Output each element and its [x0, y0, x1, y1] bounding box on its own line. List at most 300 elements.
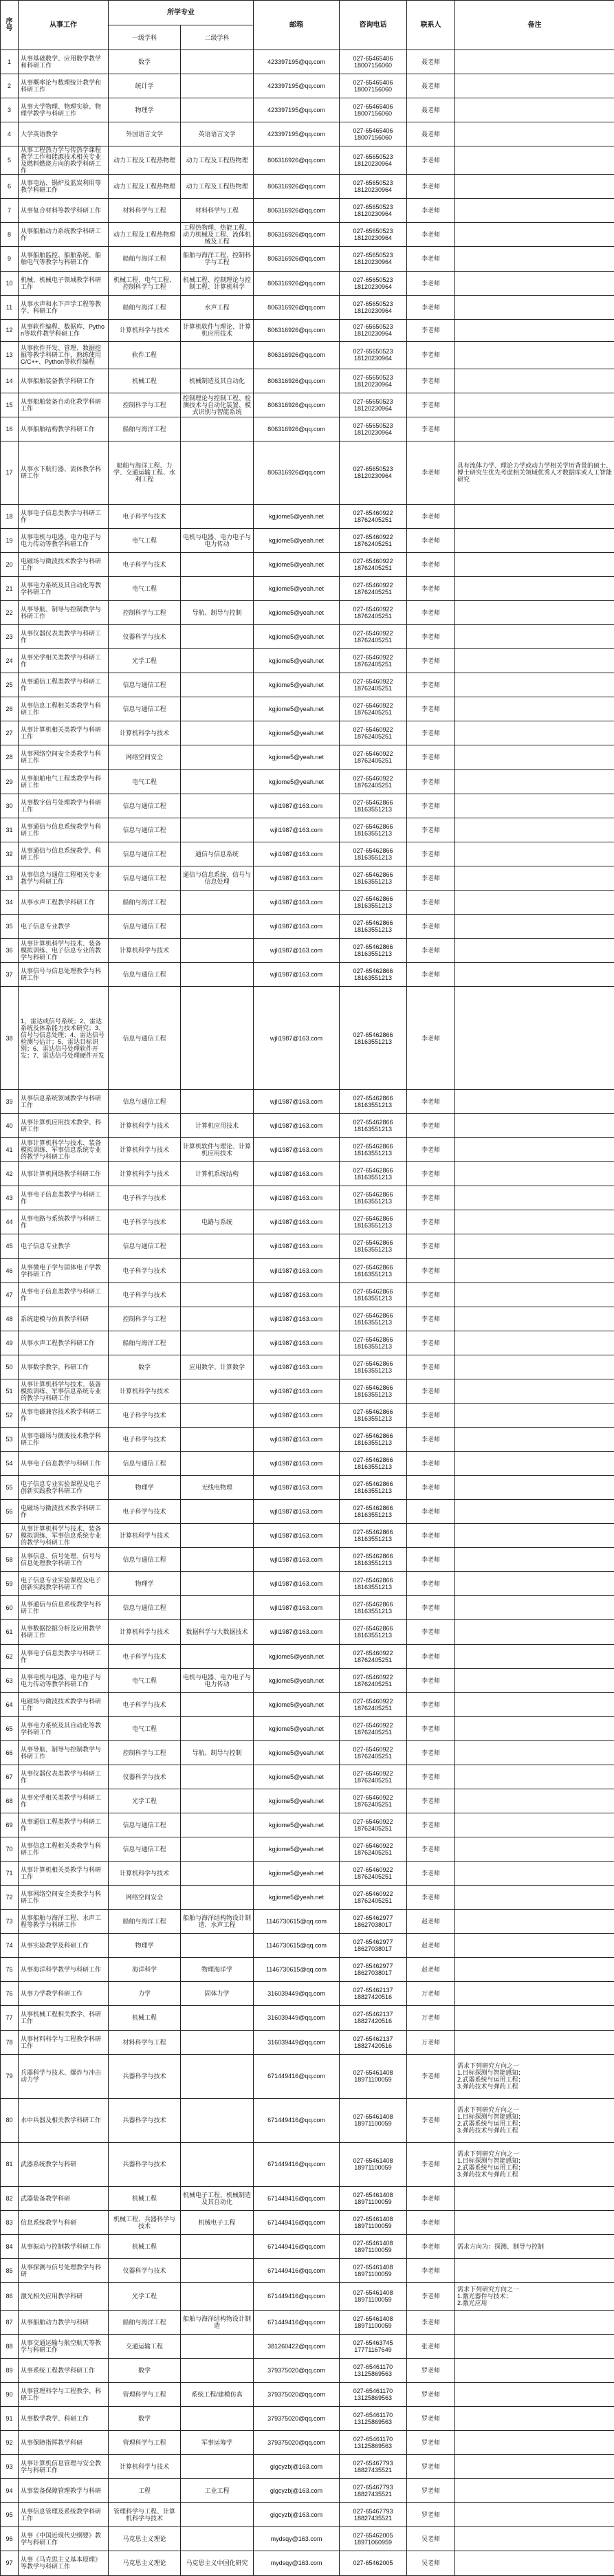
row-index: 89	[1, 2358, 19, 2382]
row-email: wjli1987@163.com	[254, 1234, 340, 1258]
table-row	[1, 649, 614, 673]
row-phone: 027-65460922 18762405251	[340, 1740, 407, 1765]
row-note	[455, 295, 614, 319]
table-row	[1, 50, 614, 74]
row-note	[455, 2006, 614, 2030]
table-row	[1, 2334, 614, 2358]
row-major-level1: 电气工程	[109, 1668, 181, 1692]
row-contact: 李老师	[407, 1692, 455, 1716]
row-phone: 027-65462866 18163551213	[340, 1379, 407, 1403]
row-note	[455, 1162, 614, 1186]
row-email: wjli1987@163.com	[254, 1596, 340, 1620]
row-contact: 李老师	[407, 1307, 455, 1331]
table-row	[1, 2142, 614, 2186]
table-row	[1, 369, 614, 393]
row-email: wjli1987@163.com	[254, 1500, 340, 1524]
row-email: 423397195@qq.com	[254, 50, 340, 74]
row-contact: 李老师	[407, 818, 455, 842]
row-major-level2: 船舶与海洋结构物设计制造	[181, 2310, 254, 2334]
row-contact: 赵老师	[407, 1910, 455, 1934]
row-note	[455, 2186, 614, 2210]
row-contact: 万老师	[407, 2030, 455, 2054]
row-index: 68	[1, 1789, 19, 1813]
row-major-level1: 电子科学与技术	[109, 504, 181, 528]
row-note	[455, 341, 614, 369]
row-work: 从事实验教学及科研工作	[19, 1934, 109, 1958]
row-major-level1: 管理科学与工程、计算机科学与技术	[109, 2503, 181, 2527]
table-row	[1, 98, 614, 122]
row-index: 63	[1, 1668, 19, 1692]
row-major-level1: 物理学	[109, 1572, 181, 1596]
row-phone: 027-65462866 18163551213	[340, 1090, 407, 1114]
row-phone: 027-65462866 18163551213	[340, 842, 407, 866]
row-work: 从事数据挖掘分析及应用教学科研工作	[19, 1620, 109, 1644]
row-note	[455, 2334, 614, 2358]
header-work: 从事工作	[19, 1, 109, 50]
row-email: wjli1987@163.com	[254, 1379, 340, 1403]
row-major-level2	[181, 1307, 254, 1331]
row-major-level2: 机械工程、控制理论与控制工程、计算机科学	[181, 271, 254, 295]
row-note	[455, 866, 614, 890]
row-note	[455, 1692, 614, 1716]
row-work: 从事电子信息类教学与科研工作	[19, 1282, 109, 1307]
row-index: 81	[1, 2142, 19, 2186]
row-index: 45	[1, 1234, 19, 1258]
row-work: 从事计算机应用技术教学、科研工作	[19, 1114, 109, 1138]
row-phone: 027-65650523 18120230964	[340, 199, 407, 223]
row-work: 从事材料科学与工程教学科研工作	[19, 2030, 109, 2054]
row-major-level1: 计算机科学与技术	[109, 721, 181, 745]
row-index: 71	[1, 1862, 19, 1886]
row-work: 从事电力系统及其自动化等教学科研工作	[19, 577, 109, 601]
row-work: 电子信息专业教学	[19, 1234, 109, 1258]
row-index: 55	[1, 1476, 19, 1500]
row-major-level2	[181, 2258, 254, 2282]
row-contact: 李老师	[407, 1379, 455, 1403]
table-row	[1, 1982, 614, 2006]
row-contact: 吴老师	[407, 2527, 455, 2551]
row-phone: 027-65465406 18007156060	[340, 98, 407, 122]
row-work: 从事通信与信息系统教学、科研工作	[19, 842, 109, 866]
row-email: 423397195@qq.com	[254, 74, 340, 98]
row-email: wjli1987@163.com	[254, 1524, 340, 1548]
row-note	[455, 577, 614, 601]
table-row	[1, 1355, 614, 1379]
row-contact: 李老师	[407, 577, 455, 601]
row-phone: 027-65461408 18971100059	[340, 2098, 407, 2142]
row-contact: 李老师	[407, 1765, 455, 1789]
row-work: 从事船舶装备自动化教学科研工作	[19, 393, 109, 417]
row-major-level1: 电气工程	[109, 1716, 181, 1740]
row-phone: 027-65462866 18163551213	[340, 1186, 407, 1210]
row-note	[455, 2258, 614, 2282]
table-row	[1, 890, 614, 914]
row-work: 从事通信与信息系统教学与科研工作	[19, 1596, 109, 1620]
row-major-level1: 数学	[109, 2407, 181, 2431]
row-major-level2: 计算机软件与理论、计算机应用技术	[181, 319, 254, 341]
row-phone: 027-65462866 18163551213	[340, 1452, 407, 1476]
row-contact: 李老师	[407, 369, 455, 393]
table-row	[1, 175, 614, 199]
table-row	[1, 1331, 614, 1355]
row-index: 42	[1, 1162, 19, 1186]
row-index: 78	[1, 2030, 19, 2054]
row-major-level1: 海洋科学	[109, 1958, 181, 1982]
row-email: kgjiome5@yeah.net	[254, 601, 340, 625]
row-contact: 李老师	[407, 1548, 455, 1572]
row-major-level1: 电子科学与技术	[109, 1500, 181, 1524]
row-major-level2	[181, 1596, 254, 1620]
row-major-level2: 英语语言文学	[181, 122, 254, 146]
table-row	[1, 1692, 614, 1716]
row-index: 17	[1, 441, 19, 504]
row-major-level1: 信息与通信工程	[109, 818, 181, 842]
row-major-level2	[181, 2030, 254, 2054]
row-work: 从事仪器仪表类教学与科研工作	[19, 1765, 109, 1789]
row-major-level2	[181, 552, 254, 576]
row-contact: 李老师	[407, 1452, 455, 1476]
row-contact: 李老师	[407, 987, 455, 1090]
table-row	[1, 2358, 614, 2382]
row-major-level1: 交通运输工程	[109, 2334, 181, 2358]
row-index: 16	[1, 417, 19, 441]
row-email: kgjiome5@yeah.net	[254, 625, 340, 649]
row-major-level2: 通信与信息系统、信号与信息处理	[181, 866, 254, 890]
row-index: 83	[1, 2210, 19, 2234]
table-row	[1, 271, 614, 295]
row-phone: 027-65462005 18971060959	[340, 2527, 407, 2551]
row-major-level2: 工程热物理、热能工程、动力机械及工程、流体机械及工程	[181, 223, 254, 247]
row-contact: 李老师	[407, 1740, 455, 1765]
row-email: wjli1987@163.com	[254, 842, 340, 866]
table-row	[1, 1596, 614, 1620]
row-major-level2: 电路与系统	[181, 1210, 254, 1234]
row-major-level1: 统计学	[109, 74, 181, 98]
row-email: wjli1987@163.com	[254, 866, 340, 890]
row-contact: 李老师	[407, 2282, 455, 2310]
row-major-level2	[181, 1934, 254, 1958]
row-phone: 027-65461408 18971100059	[340, 2310, 407, 2334]
table-row	[1, 987, 614, 1090]
row-index: 37	[1, 963, 19, 987]
row-note	[455, 1837, 614, 1862]
header-phone: 咨询电话	[340, 1, 407, 50]
row-email: 379375020@qq.com	[254, 2358, 340, 2382]
row-contact: 李老师	[407, 721, 455, 745]
table-row	[1, 601, 614, 625]
row-note	[455, 175, 614, 199]
row-index: 94	[1, 2479, 19, 2503]
row-note: 需求下列研究方向之一 1.目标探测与智能感知； 2.武器系统与运用工程； 3.弹药技术与弹药工程	[455, 2142, 614, 2186]
row-phone: 027-65462866 18163551213	[340, 1307, 407, 1331]
row-contact: 李老师	[407, 1572, 455, 1596]
row-email: kgjiome5@yeah.net	[254, 745, 340, 769]
row-phone: 027-65650523 18120230964	[340, 271, 407, 295]
row-index: 40	[1, 1114, 19, 1138]
row-major-level2	[181, 1886, 254, 1910]
row-phone: 027-65460922 18762405251	[340, 1716, 407, 1740]
row-contact: 李老师	[407, 504, 455, 528]
row-work: 从事水声和水下声学工程等教学、科研工作	[19, 295, 109, 319]
row-index: 77	[1, 2006, 19, 2030]
row-contact: 李老师	[407, 2210, 455, 2234]
row-major-level1: 信息与通信工程	[109, 673, 181, 697]
row-contact: 李老师	[407, 914, 455, 938]
row-phone: 027-65650523 18120230964	[340, 369, 407, 393]
row-index: 1	[1, 50, 19, 74]
row-note	[455, 223, 614, 247]
row-contact: 罗老师	[407, 2383, 455, 2407]
row-work: 从事计算机信息管理与安全教学与科研工作	[19, 2455, 109, 2479]
row-phone: 027-65460922 18762405251	[340, 1886, 407, 1910]
row-major-level2	[181, 441, 254, 504]
row-contact: 聂老师	[407, 98, 455, 122]
row-email: 806316926@qq.com	[254, 393, 340, 417]
row-phone: 027-65650523 18120230964	[340, 319, 407, 341]
row-work: 从事数字信号处理教学与科研工作	[19, 794, 109, 818]
row-email: 671449416@qq.com	[254, 2258, 340, 2282]
row-major-level1: 数学	[109, 50, 181, 74]
row-note	[455, 1186, 614, 1210]
row-major-level1: 信息与通信工程	[109, 1548, 181, 1572]
row-email: wjli1987@163.com	[254, 987, 340, 1090]
row-note	[455, 1548, 614, 1572]
table-row	[1, 914, 614, 938]
row-index: 6	[1, 175, 19, 199]
row-phone: 027-65460922 18762405251	[340, 528, 407, 552]
row-index: 29	[1, 769, 19, 794]
row-contact: 李老师	[407, 625, 455, 649]
row-email: kgjiome5@yeah.net	[254, 1789, 340, 1813]
row-contact: 李老师	[407, 295, 455, 319]
row-phone: 027-65462866 18163551213	[340, 1476, 407, 1500]
row-major-level2: 应用数学、计算数学	[181, 1355, 254, 1379]
row-contact: 李老师	[407, 866, 455, 890]
row-work: 从事信息系统领域教学与科研工作	[19, 1090, 109, 1114]
row-phone: 027-65461408 18971100059	[340, 2234, 407, 2258]
row-major-level2	[181, 1862, 254, 1886]
row-major-level1: 计算机科学与技术	[109, 2455, 181, 2479]
row-major-level2: 机械电子工程、机械制造及其自动化	[181, 2186, 254, 2210]
row-major-level1: 仪器科学与技术	[109, 1765, 181, 1789]
row-phone: 027-65462866 18163551213	[340, 1427, 407, 1451]
row-contact: 李老师	[407, 417, 455, 441]
row-index: 32	[1, 842, 19, 866]
row-work: 从事工程热力学与传热学课程教学工作和能源技术相关专业及燃料燃烧方向的教学科研工作	[19, 146, 109, 175]
row-phone: 027-65462137 18827420516	[340, 2006, 407, 2030]
row-phone: 027-65650523 18120230964	[340, 341, 407, 369]
row-contact: 李老师	[407, 1162, 455, 1186]
row-phone: 027-65650523 18120230964	[340, 295, 407, 319]
row-note	[455, 697, 614, 721]
row-phone: 027-65462866 18163551213	[340, 1596, 407, 1620]
row-major-level2	[181, 938, 254, 962]
row-phone: 027-65462866 18163551213	[340, 987, 407, 1090]
header-row	[1, 1, 614, 25]
row-note	[455, 1452, 614, 1476]
row-index: 47	[1, 1282, 19, 1307]
row-note	[455, 745, 614, 769]
row-note	[455, 2383, 614, 2407]
row-major-level1: 信息与通信工程	[109, 963, 181, 987]
row-phone: 027-65650523 18120230964	[340, 417, 407, 441]
row-phone: 027-65461408 18971100059	[340, 2142, 407, 2186]
row-note	[455, 271, 614, 295]
row-contact: 李老师	[407, 1500, 455, 1524]
row-work: 从事系统工程教学科研工作	[19, 2358, 109, 2382]
row-email: 806316926@qq.com	[254, 247, 340, 271]
table-row	[1, 1307, 614, 1331]
row-phone: 027-65460922 18762405251	[340, 673, 407, 697]
table-row	[1, 1644, 614, 1668]
row-major-level2	[181, 1692, 254, 1716]
row-major-level2	[181, 1813, 254, 1837]
row-major-level2: 水声工程	[181, 295, 254, 319]
row-major-level2	[181, 914, 254, 938]
row-index: 67	[1, 1765, 19, 1789]
header-email: 邮箱	[254, 1, 340, 50]
table-row	[1, 528, 614, 552]
row-email: wjli1987@163.com	[254, 938, 340, 962]
row-contact: 罗老师	[407, 2455, 455, 2479]
row-phone: 027-65650523 18120230964	[340, 247, 407, 271]
table-row	[1, 1910, 614, 1934]
row-major-level1: 计算机科学与技术	[109, 1114, 181, 1138]
row-major-level1: 软件工程	[109, 341, 181, 369]
row-phone: 027-65465406 18007156060	[340, 122, 407, 146]
row-major-level1: 动力工程及工程热物理	[109, 223, 181, 247]
row-major-level1: 材料科学与工程	[109, 2030, 181, 2054]
row-phone: 027-65460922 18762405251	[340, 1813, 407, 1837]
row-contact: 李老师	[407, 963, 455, 987]
row-major-level2	[181, 1716, 254, 1740]
row-note	[455, 50, 614, 74]
row-phone: 027-65467793 18827435521	[340, 2479, 407, 2503]
row-index: 64	[1, 1692, 19, 1716]
row-work: 电磁场与微波技术教学与科研工作	[19, 1692, 109, 1716]
row-email: wjli1987@163.com	[254, 1258, 340, 1282]
row-major-level2: 导航、制导与控制	[181, 601, 254, 625]
row-note	[455, 1958, 614, 1982]
row-major-level2	[181, 1090, 254, 1114]
table-row	[1, 938, 614, 962]
row-index: 7	[1, 199, 19, 223]
row-major-level1: 计算机科学与技术	[109, 1379, 181, 1403]
row-index: 44	[1, 1210, 19, 1234]
table-row	[1, 2006, 614, 2030]
row-major-level2	[181, 2006, 254, 2030]
row-phone: 027-65462866 18163551213	[340, 963, 407, 987]
row-major-level1: 信息与通信工程	[109, 1452, 181, 1476]
row-work: 从事网络空间安全类教学与科研工作	[19, 745, 109, 769]
table-row	[1, 818, 614, 842]
row-email: 806316926@qq.com	[254, 295, 340, 319]
row-phone: 027-65462866 18163551213	[340, 1162, 407, 1186]
row-major-level1: 船舶与海洋工程	[109, 890, 181, 914]
table-row	[1, 866, 614, 890]
row-contact: 罗老师	[407, 2431, 455, 2455]
table-row	[1, 341, 614, 369]
row-major-level1: 力学	[109, 1982, 181, 2006]
row-email: wjli1987@163.com	[254, 1090, 340, 1114]
row-major-level2	[181, 1765, 254, 1789]
row-note	[455, 1379, 614, 1403]
table-row	[1, 1379, 614, 1403]
row-note	[455, 1500, 614, 1524]
row-major-level1: 电气工程	[109, 577, 181, 601]
row-major-level2	[181, 794, 254, 818]
row-email: kgjiome5@yeah.net	[254, 649, 340, 673]
row-index: 59	[1, 1572, 19, 1596]
row-contact: 李老师	[407, 1596, 455, 1620]
row-email: 671449416@qq.com	[254, 2210, 340, 2234]
row-email: kgjiome5@yeah.net	[254, 1837, 340, 1862]
row-work: 从事数学教学、科研工作	[19, 2407, 109, 2431]
row-note	[455, 1934, 614, 1958]
table-row	[1, 1186, 614, 1210]
row-contact: 李老师	[407, 247, 455, 271]
row-index: 31	[1, 818, 19, 842]
row-email: kgjiome5@yeah.net	[254, 1765, 340, 1789]
row-index: 23	[1, 625, 19, 649]
row-major-level2: 船舶与海洋工程、控制科学与工程	[181, 247, 254, 271]
row-email: wjli1987@163.com	[254, 1138, 340, 1162]
table-row	[1, 504, 614, 528]
row-major-level2	[181, 1234, 254, 1258]
table-row	[1, 769, 614, 794]
table-row	[1, 1813, 614, 1837]
row-index: 46	[1, 1258, 19, 1282]
row-email: 806316926@qq.com	[254, 417, 340, 441]
row-work: 从事网络空间安全类教学与科研工作	[19, 1886, 109, 1910]
row-email: glgcyzbj@163.com	[254, 2479, 340, 2503]
row-work: 从事计算机科学与技术、装备模拟训练、军事信息系统专业的教学与科研工作	[19, 1138, 109, 1162]
row-major-level2	[181, 50, 254, 74]
row-contact: 聂老师	[407, 74, 455, 98]
table-row	[1, 2310, 614, 2334]
table-row	[1, 1765, 614, 1789]
table-row	[1, 2210, 614, 2234]
row-contact: 李老师	[407, 175, 455, 199]
row-major-level1: 信息与通信工程	[109, 987, 181, 1090]
row-note	[455, 721, 614, 745]
row-major-level2: 数据科学与大数据技术	[181, 1620, 254, 1644]
table-row	[1, 1886, 614, 1910]
row-major-level1: 电子科学与技术	[109, 1403, 181, 1427]
row-major-level2: 工业工程	[181, 2479, 254, 2503]
table-row	[1, 2407, 614, 2431]
row-major-level2	[181, 1379, 254, 1403]
row-major-level2	[181, 1427, 254, 1451]
row-email: kgjiome5@yeah.net	[254, 673, 340, 697]
row-email: 316039449@qq.com	[254, 2030, 340, 2054]
row-work: 从事水声工程教学科研工作	[19, 1331, 109, 1355]
row-work: 从事信息、信号处理、信号与信息处理教学科研工作	[19, 1548, 109, 1572]
row-work: 从事电子信息类教学与科研工作	[19, 1644, 109, 1668]
row-major-level2: 船舶与海洋结构物设计制造、水声工程	[181, 1910, 254, 1934]
row-index: 14	[1, 369, 19, 393]
row-major-level1: 电子科学与技术	[109, 1692, 181, 1716]
row-note	[455, 1668, 614, 1692]
table-row	[1, 842, 614, 866]
header-contact: 联系人	[407, 1, 455, 50]
row-major-level2: 控制理论与控制工程、检测技术与自动化装置、模式识别与智能系统	[181, 393, 254, 417]
row-contact: 李老师	[407, 2310, 455, 2334]
row-major-level1: 控制科学与工程	[109, 1307, 181, 1331]
table-row	[1, 1668, 614, 1692]
row-major-level1: 计算机科学与技术	[109, 1138, 181, 1162]
row-phone: 027-65462866 18163551213	[340, 1524, 407, 1548]
